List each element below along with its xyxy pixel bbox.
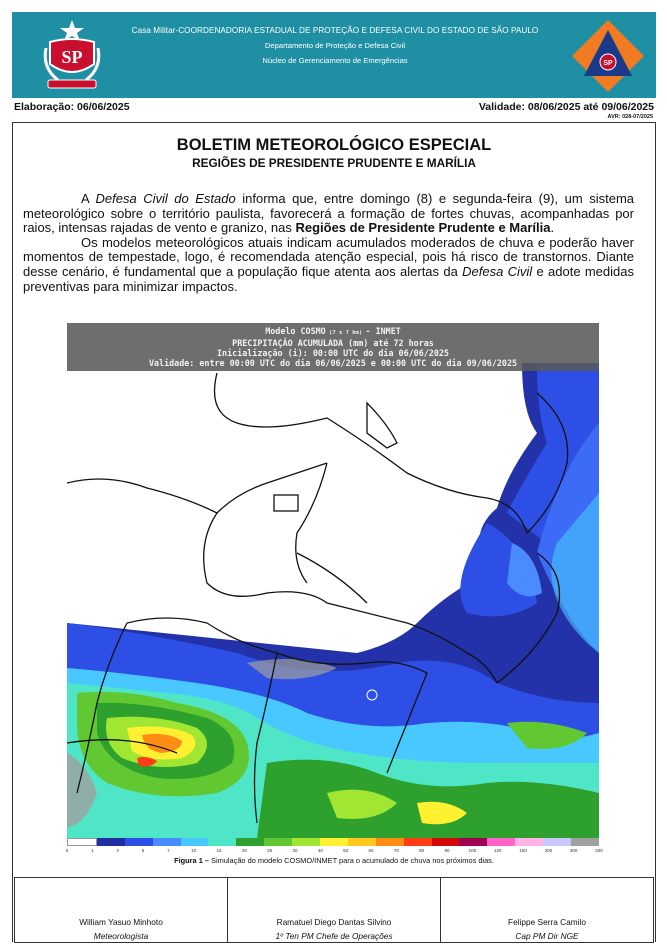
legend-tick-label: 25	[267, 848, 273, 853]
legend-tick-label: 30	[292, 848, 298, 853]
header-banner	[12, 12, 656, 98]
legend-swatch	[181, 838, 209, 846]
legend-tick-label: 0	[65, 848, 69, 853]
model-resolution: (7 x 7 km)	[325, 330, 366, 336]
legend-tick-label: 60	[368, 848, 374, 853]
legend-swatch	[125, 838, 153, 846]
legend-swatch	[348, 838, 376, 846]
precipitation-map	[67, 323, 599, 838]
signature-1	[15, 878, 227, 942]
legend-swatch	[320, 838, 348, 846]
page-subtitle: REGIÕES DE PRESIDENTE PRUDENTE E MARÍLIA	[192, 156, 476, 170]
legend-swatch	[571, 838, 599, 846]
caption-text: Simulação do modelo COSMO/INMET para o acumulado de chuva nos próximos dias.	[208, 856, 494, 865]
model-name: Modelo COSMO	[265, 326, 326, 336]
legend-swatch	[487, 838, 515, 846]
frame-left	[12, 122, 13, 942]
header-line2: Departamento de Proteção e Defesa Civil	[264, 41, 406, 50]
legend-swatch	[97, 838, 125, 846]
legend-tick-label: 1	[91, 848, 94, 853]
avr-code: AVR: 028-07/2025	[607, 114, 653, 120]
precipitation-map-image	[67, 323, 599, 838]
defesa-civil-logo-icon	[570, 18, 646, 94]
legend-tick-label: 50	[343, 848, 349, 853]
legend-swatch	[264, 838, 292, 846]
legend-tick-label: 15	[216, 848, 222, 853]
legend-tick-label: 120	[493, 848, 502, 853]
paragraph-2	[23, 236, 634, 294]
legend-tick-label: 300	[569, 848, 578, 853]
legend-tick-label: 10	[191, 848, 197, 853]
legend-swatch	[236, 838, 264, 846]
legend-swatch	[432, 838, 460, 846]
header-line1: Casa Militar-COORDENADORIA ESTADUAL DE PROTEÇÃO E DEFESA CIVIL DO ESTADO DE SÃO PAULO	[131, 26, 539, 35]
divider	[12, 122, 656, 123]
logo-text: SP	[603, 60, 613, 67]
legend-tick-label: 200	[544, 848, 553, 853]
signature-name: Felippe Serra Camilo	[508, 917, 586, 927]
signature-3	[440, 878, 653, 942]
legend-tick-label: 7	[167, 848, 170, 853]
p1-text-a: A	[81, 191, 96, 206]
signature-name: Ramatuel Diego Dantas Silvino	[276, 917, 392, 927]
legend-swatch	[67, 838, 97, 846]
legend-tick-label: 100	[468, 848, 477, 853]
map-header-line2: PRECIPITAÇÃO ACUMULADA (mm) até 72 horas	[232, 338, 434, 348]
header-line3: Núcleo de Gerenciamento de Emergências	[262, 56, 408, 65]
legend-swatch	[292, 838, 320, 846]
legend-swatch	[515, 838, 543, 846]
legend-tick-label: 400	[595, 848, 603, 853]
map-header-line3: Inicialização (i): 00:00 UTC do dia 06/06/2025	[217, 348, 449, 358]
elaboracao-date: Elaboração: 06/06/2025	[14, 101, 130, 113]
legend-tick-label: 70	[393, 848, 399, 853]
legend-tick-label: 5	[141, 848, 145, 853]
signature-2	[227, 878, 440, 942]
legend-swatch	[208, 838, 236, 846]
p2-defesa-civil: Defesa Civil	[462, 263, 533, 279]
paragraph-1	[23, 192, 634, 236]
map-header	[67, 323, 599, 371]
figure-caption	[12, 856, 656, 865]
p2-text-a: Os modelos meteorológicos atuais indicam acumulados moderados de chuva e poderão haver momentos de tempestade, logo, é recomendada atenção especial, pois há risco de transtornos. Diante desse cenário, é fundamental que a população fique atenta aos alertas da	[23, 234, 634, 279]
bulletin-body	[23, 192, 634, 294]
legend-swatch	[376, 838, 404, 846]
legend-swatch	[543, 838, 571, 846]
legend-swatch	[404, 838, 432, 846]
signature-role: Cap PM Dir NGE	[515, 931, 579, 941]
p1-regions: Regiões de Presidente Prudente e Marília	[295, 220, 551, 236]
legend-tick-label: 40	[317, 848, 323, 853]
p1-text-c: informa que, entre domingo (8) e segunda-feira (9), um sistema meteorológico sobre o território paulista, favorecerá a formação de fortes chuvas, acompanhadas por raios, intensas rajadas de vento e granizo, nas	[23, 191, 635, 236]
map-header-line4: Validade: entre 00:00 UTC do dia 06/06/2025 e 00:00 UTC do dia 09/06/2025	[148, 358, 518, 368]
caption-label: Figura 1 –	[174, 856, 209, 865]
map-header-line1	[67, 326, 599, 338]
p1-text-e: .	[550, 220, 555, 236]
legend-swatch	[459, 838, 487, 846]
legend-tick-label: 150	[519, 848, 527, 853]
signature-name: William Yasuo Minhoto	[79, 917, 163, 927]
signature-block	[14, 877, 654, 943]
signature-role: 1º Ten PM Chefe de Operações	[275, 931, 393, 941]
page-title: BOLETIM METEOROLÓGICO ESPECIAL	[176, 136, 492, 154]
legend-tick-label: 3	[116, 848, 119, 853]
p2-text-c: e adote medidas preventivas para minimizar impactos.	[23, 263, 634, 294]
legend-tick-label: 90	[444, 848, 450, 853]
legend-swatch	[153, 838, 181, 846]
sao-paulo-seal-icon	[40, 18, 104, 94]
frame-right	[655, 122, 656, 942]
legend-tick-label: 80	[419, 848, 425, 853]
signature-role: Meteorologista	[93, 931, 149, 941]
validade-range: Validade: 08/06/2025 até 09/06/2025	[478, 101, 654, 113]
model-source: - INMET	[365, 326, 401, 336]
header-text	[102, 26, 568, 65]
legend-ticks	[65, 848, 603, 856]
p1-defesa-civil: Defesa Civil do Estado	[95, 191, 236, 206]
precipitation-legend	[67, 838, 599, 846]
seal-text: SP	[61, 47, 83, 67]
legend-tick-label: 20	[241, 848, 247, 853]
